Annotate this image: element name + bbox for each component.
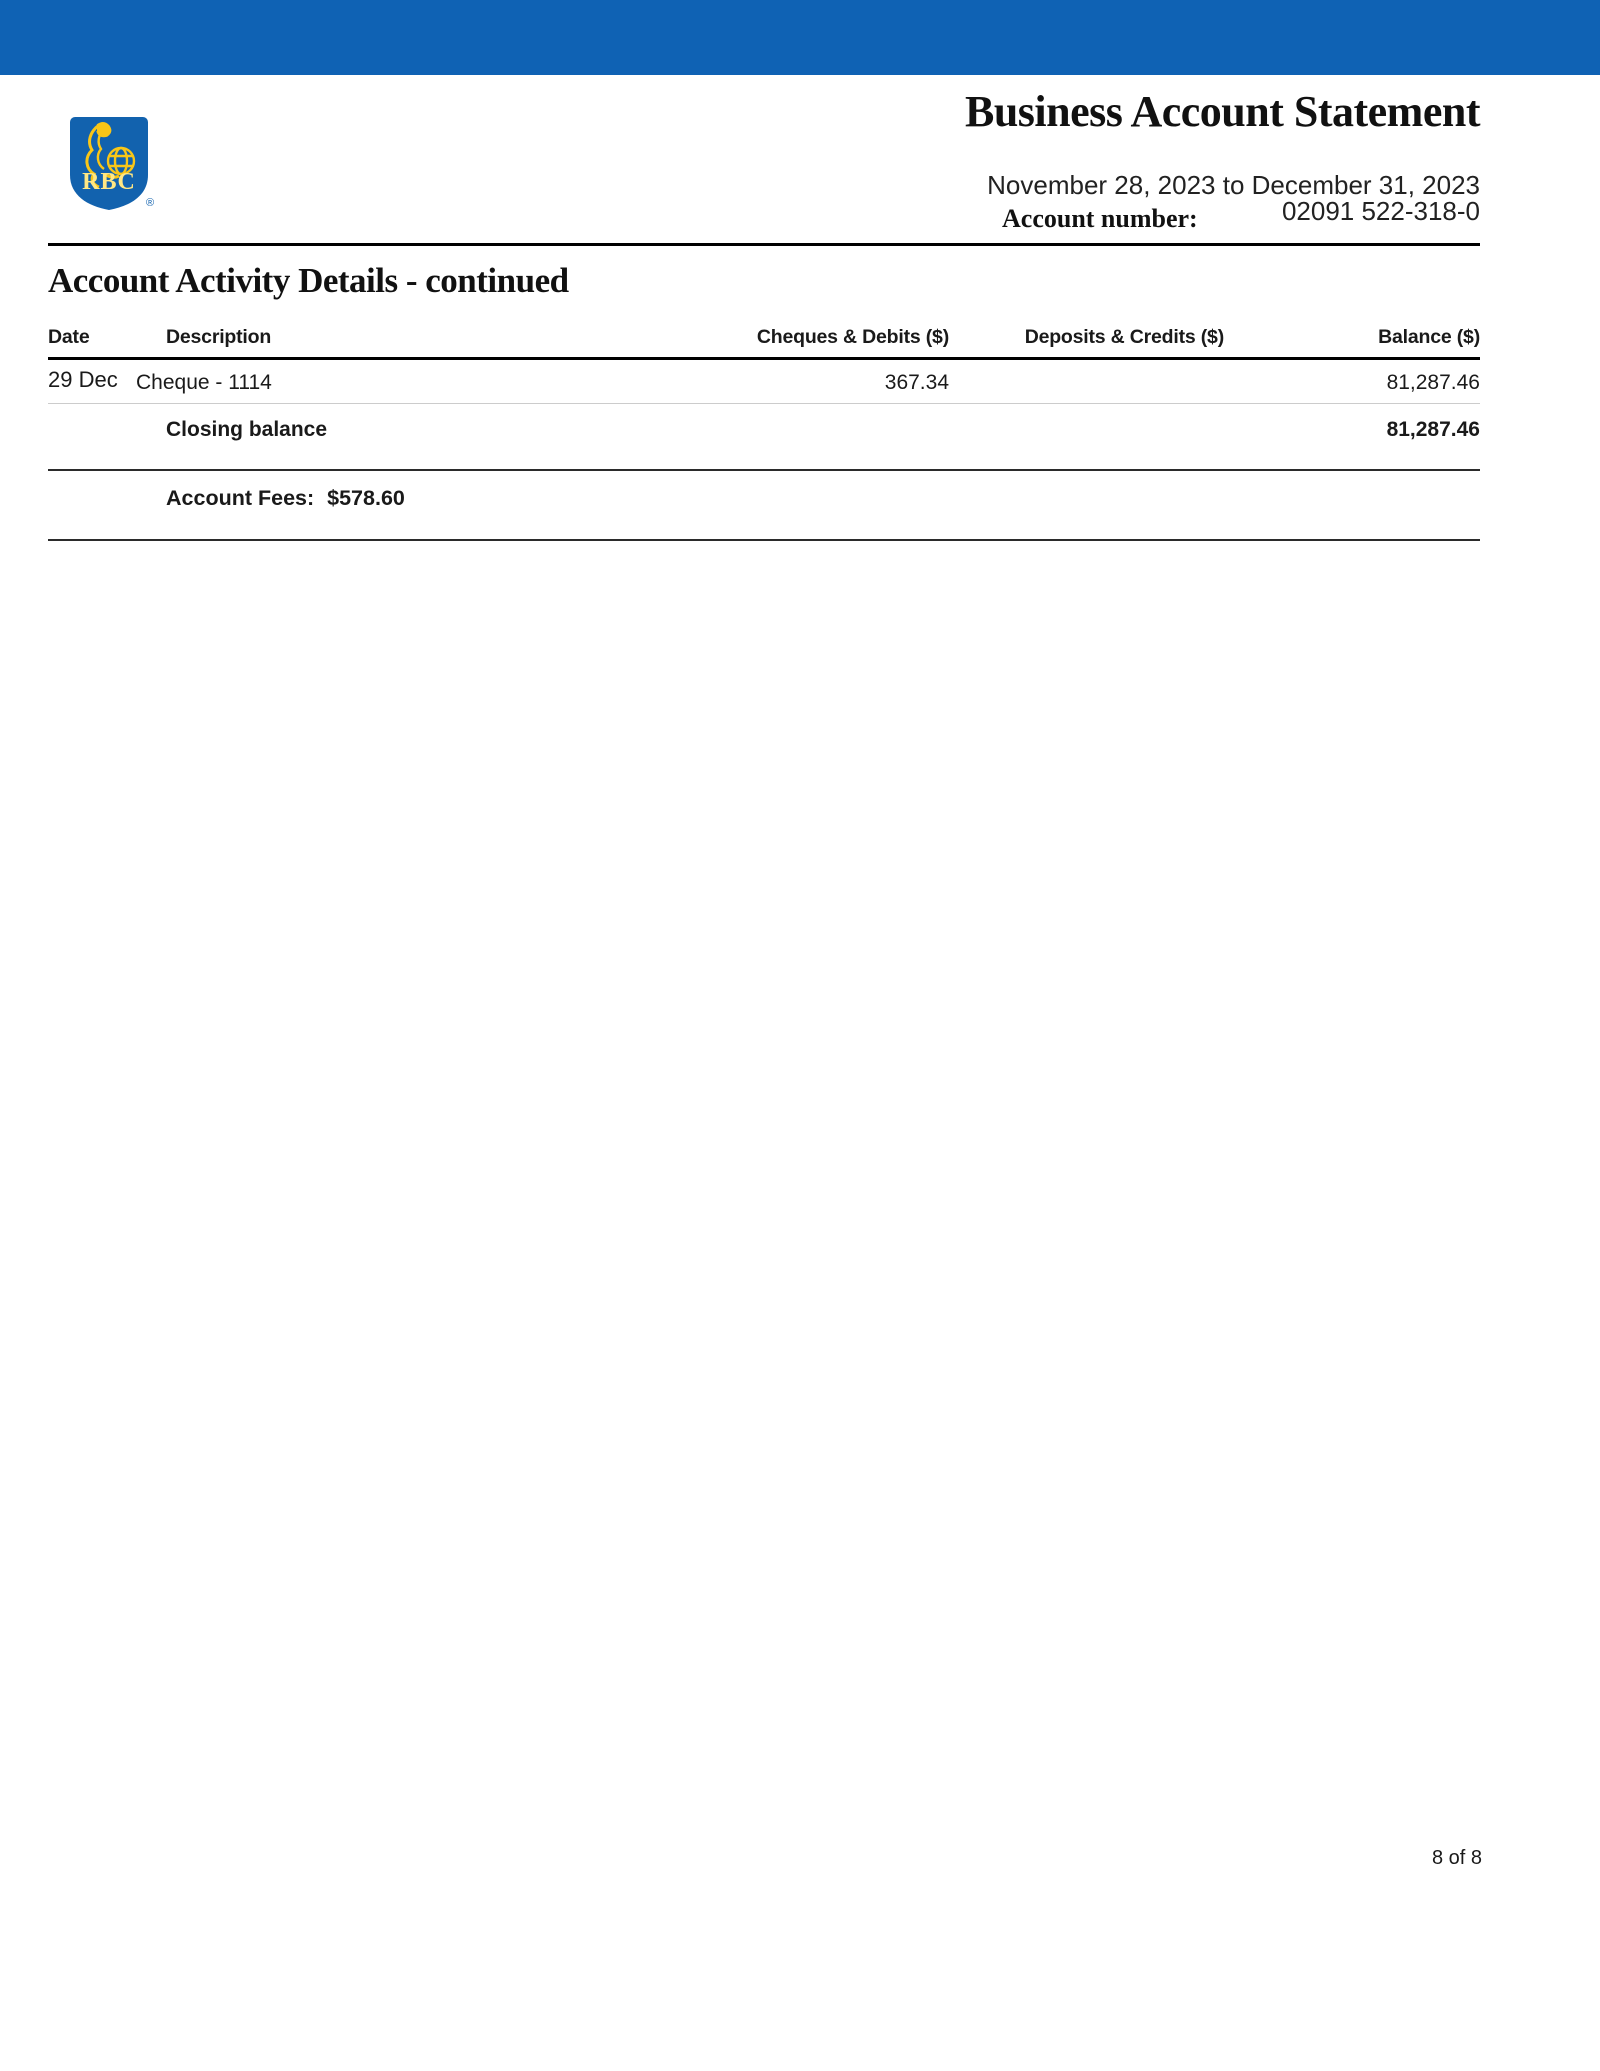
registered-trademark-symbol: ®: [146, 197, 155, 209]
column-header-date: Date: [48, 326, 90, 348]
fees-bottom-rule: [48, 539, 1480, 541]
closing-balance-label: Closing balance: [166, 418, 328, 441]
top-banner: [0, 0, 1600, 75]
header-divider-rule: [48, 243, 1480, 246]
column-header-description: Description: [166, 326, 272, 348]
rbc-shield-icon: [70, 117, 148, 210]
column-header-balance: Balance ($): [1378, 326, 1480, 348]
table-row: [48, 360, 1480, 404]
account-number-value: 02091 522-318-0: [1281, 196, 1480, 226]
account-fees-label: Account Fees:: [166, 486, 315, 510]
transaction-description: Cheque - 1114: [136, 371, 272, 394]
page-number: 8 of 8: [1431, 1847, 1482, 1869]
column-header-credits: Deposits & Credits ($): [1024, 326, 1224, 348]
account-fees-line: [166, 486, 405, 511]
transaction-balance: 81,287.46: [1386, 371, 1480, 394]
fees-top-rule: [48, 469, 1480, 471]
rbc-logo: [70, 117, 148, 210]
table-header-row: [48, 320, 1480, 360]
transaction-debit-amount: 367.34: [884, 371, 949, 394]
document-title: Business Account Statement: [964, 87, 1480, 136]
closing-balance-row: [48, 404, 1480, 442]
section-heading: Account Activity Details - continued: [48, 261, 569, 300]
account-fees-amount: $578.60: [327, 486, 405, 510]
closing-balance-amount: 81,287.46: [1386, 418, 1480, 441]
transaction-date: 29 Dec: [48, 367, 118, 392]
column-header-debits: Cheques & Debits ($): [756, 326, 949, 348]
rbc-wordmark: RBC: [82, 169, 136, 195]
account-activity-table: [48, 320, 1480, 442]
account-number-label: Account number:: [1002, 204, 1198, 233]
statement-period: November 28, 2023 to December 31, 2023: [987, 170, 1480, 200]
